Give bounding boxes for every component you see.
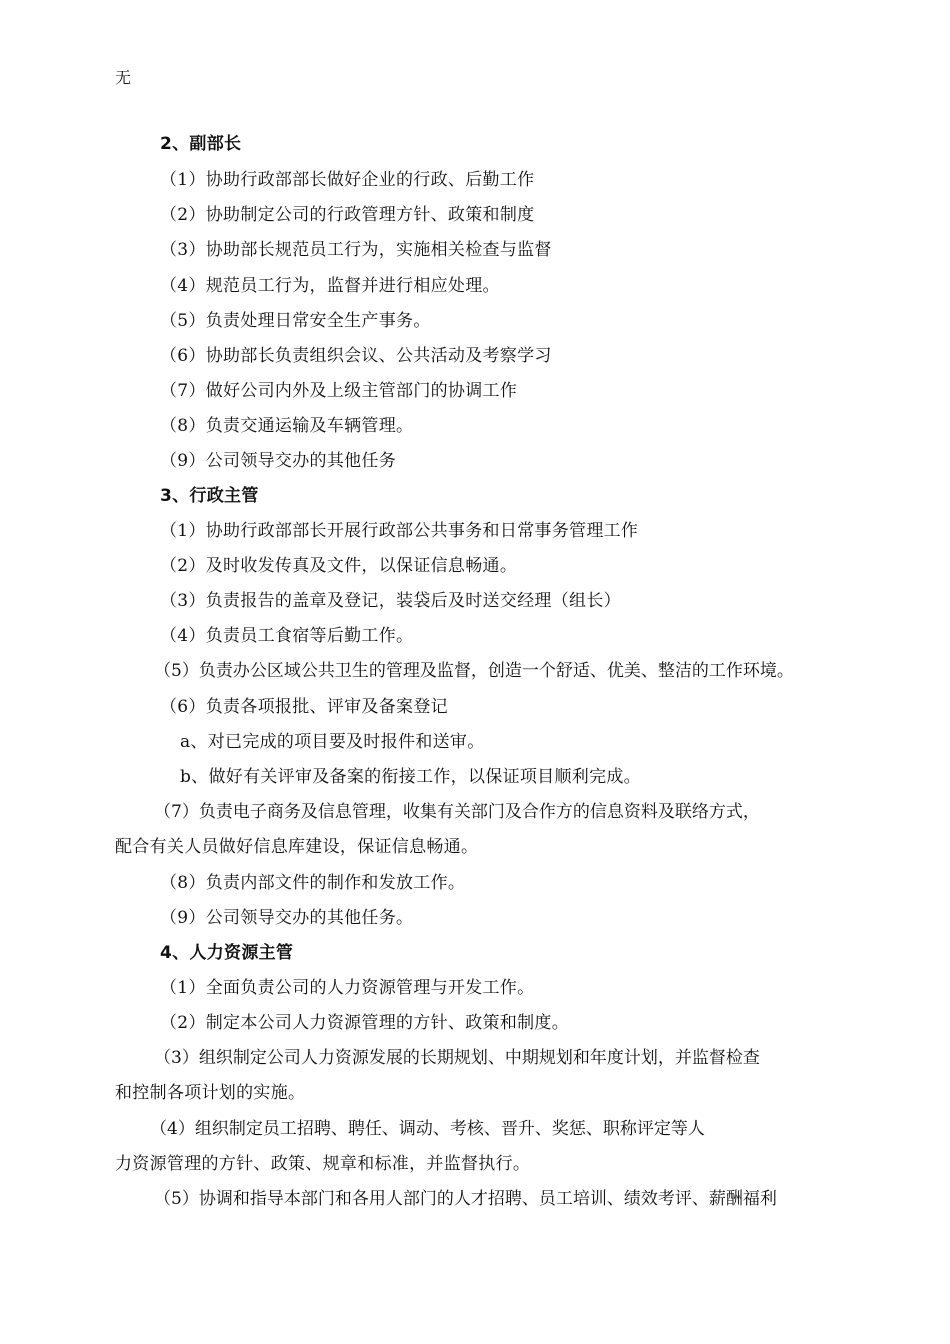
list-item-continuation: 和控制各项计划的实施。 [115,1083,306,1103]
list-item: （1）全面负责公司的人力资源管理与开发工作。 [160,978,535,998]
page-top-mark: 无 [115,68,132,87]
section-heading: 2、副部长 [160,134,242,154]
list-item: （5）负责处理日常安全生产事务。 [160,311,431,331]
list-item: （3）负责报告的盖章及登记，装袋后及时送交经理（组长） [160,591,621,611]
list-item: （7）做好公司内外及上级主管部门的协调工作 [160,381,518,401]
list-item: （9）公司领导交办的其他任务。 [160,908,414,928]
sub-item: b、做好有关评审及备案的衔接工作，以保证项目顺利完成。 [180,767,641,787]
list-item: （8）负责交通运输及车辆管理。 [160,416,414,436]
list-item: （8）负责内部文件的制作和发放工作。 [160,873,466,893]
list-item: （2）制定本公司人力资源管理的方针、政策和制度。 [160,1013,570,1033]
list-item: （2）及时收发传真及文件，以保证信息畅通。 [160,556,518,576]
section-heading: 4、人力资源主管 [160,943,294,963]
list-item-continuation: 配合有关人员做好信息库建设，保证信息畅通。 [115,837,479,857]
list-item: （3）组织制定公司人力资源发展的长期规划、中期规划和年度计划，并监督检查 [154,1048,760,1068]
sub-item: a、对已完成的项目要及时报件和送审。 [180,732,485,752]
list-item: （5）协调和指导本部门和各用人部门的人才招聘、员工培训、绩效考评、薪酬福利 [154,1189,777,1209]
list-item: （4）负责员工食宿等后勤工作。 [160,626,414,646]
list-item: （2）协助制定公司的行政管理方针、政策和制度 [160,205,535,225]
list-item: （7）负责电子商务及信息管理，收集有关部门及合作方的信息资料及联络方式， [154,802,760,822]
list-item: （6）负责各项报批、评审及备案登记 [160,697,448,717]
list-item: （4）规范员工行为，监督并进行相应处理。 [160,276,500,296]
list-item: （4）组织制定员工招聘、聘任、调动、考核、晋升、奖惩、职称评定等人 [150,1119,705,1139]
list-item: （9）公司领导交办的其他任务 [160,451,397,471]
list-item: （5）负责办公区域公共卫生的管理及监督，创造一个舒适、优美、整洁的工作环境。 [154,661,794,681]
list-item-continuation: 力资源管理的方针、政策、规章和标准，并监督执行。 [115,1154,531,1174]
list-item: （6）协助部长负责组织会议、公共活动及考察学习 [160,346,552,366]
list-item: （1）协助行政部部长做好企业的行政、后勤工作 [160,170,535,190]
section-heading: 3、行政主管 [160,486,259,506]
list-item: （1）协助行政部部长开展行政部公共事务和日常事务管理工作 [160,521,639,541]
list-item: （3）协助部长规范员工行为，实施相关检查与监督 [160,240,552,260]
